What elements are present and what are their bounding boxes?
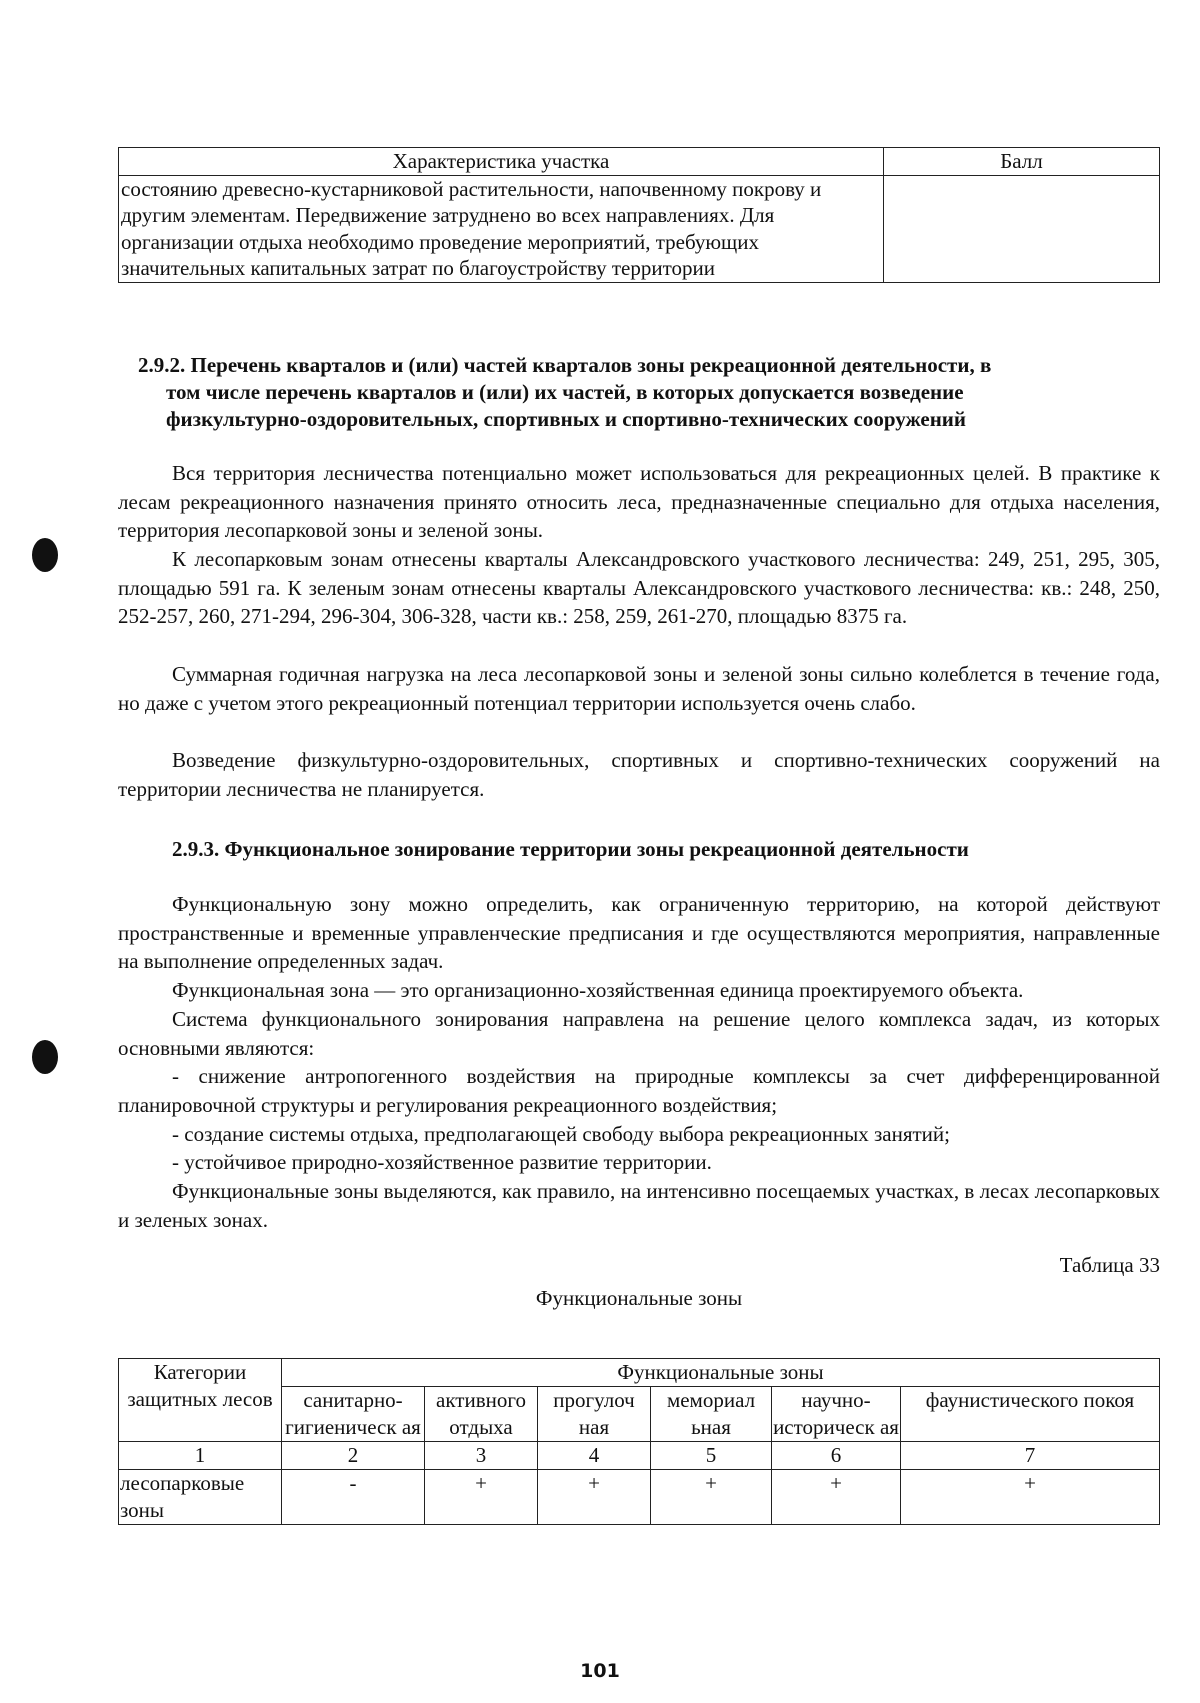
paragraph: Функциональные зоны выделяются, как правило, на интенсивно посещаемых участках, в лесах лесопарковых и зеленых зонах. — [118, 1179, 1160, 1232]
column-number: 3 — [425, 1442, 538, 1470]
table-title: Функциональные зоны — [535, 1286, 743, 1310]
header-zone-memorial: мемориал ьная — [651, 1387, 772, 1442]
characteristic-cell: состоянию древесно-кустарниковой растительности, напочвенному покрову и другим элементам. Передвижение затруднено во всех направлениях. Для организации отдыха необходимо проведение мероприятий, требующих значительных капитальных затрат по благоустройству территории — [119, 175, 884, 282]
section-292-heading — [138, 352, 1148, 433]
heading-line: 2.9.2. Перечень кварталов и (или) частей кварталов зоны рекреационной деятельности, в — [138, 353, 992, 377]
row-category: лесопарковые зоны — [119, 1470, 282, 1525]
heading-line: том числе перечень кварталов и (или) их частей, в которых допускается возведение — [166, 380, 964, 404]
header-zone-active: активного отдыха — [425, 1387, 538, 1442]
column-number: 6 — [772, 1442, 901, 1470]
header-zone-fauna: фаунистического покоя — [901, 1387, 1160, 1442]
section-293-heading: 2.9.3. Функциональное зонирование территории зоны рекреационной деятельности — [172, 837, 969, 861]
row-value: + — [538, 1470, 651, 1525]
header-category: Категории защитных лесов — [119, 1359, 282, 1442]
heading-line: физкультурно-оздоровительных, спортивных и спортивно-технических сооружений — [166, 407, 967, 431]
paragraph: Вся территория лесничества потенциально может использоваться для рекреационных целей. В практике к лесам рекреационного назначения принято относить леса, предназначенные специально для отдыха населения, территория лесопарковой зоны и зеленой зоны. — [118, 461, 1160, 542]
scan-blot-1 — [32, 538, 58, 572]
header-characteristic: Характеристика участка — [119, 148, 884, 176]
paragraph: Функциональную зону можно определить, как ограниченную территорию, на которой действуют пространственные и временные управленческие предписания и где осуществляются мероприятия, направленные на выполнение определенных задач. — [118, 892, 1160, 973]
header-score: Балл — [884, 148, 1160, 176]
paragraph: Возведение физкультурно-оздоровительных, спортивных и спортивно-технических сооружений на территории лесничества не планируется. — [118, 748, 1160, 801]
scan-blot-2 — [32, 1040, 58, 1074]
column-number: 2 — [282, 1442, 425, 1470]
header-zone-historical: научно-историческ ая — [772, 1387, 901, 1442]
functional-zones-table — [118, 1358, 1160, 1525]
header-zone-sanitary: санитарно-гигиеническ ая — [282, 1387, 425, 1442]
paragraph: Функциональная зона — это организационно-хозяйственная единица проектируемого объекта. — [172, 978, 1024, 1002]
list-item: - создание системы отдыха, предполагающей свободу выбора рекреационных занятий; — [172, 1122, 950, 1146]
paragraph: К лесопарковым зонам отнесены кварталы Александровского участкового лесничества: 249, 251, 295, 305, площадью 591 га. К зеленым зонам отнесены кварталы Александровского участкового лесничества: кв.: 248, 250, 252-257, 260, 271-294, 296-304, 306-328, части кв.: 258, 259, 261-270, площадью 8375 га. — [118, 547, 1160, 628]
list-item: - снижение антропогенного воздействия на природные комплексы за счет дифференцированной планировочной структуры и регулирования рекреационного воздействия; — [118, 1064, 1160, 1117]
row-value: + — [425, 1470, 538, 1525]
list-item: - устойчивое природно-хозяйственное развитие территории. — [172, 1150, 712, 1174]
paragraph: Суммарная годичная нагрузка на леса лесопарковой зоны и зеленой зоны сильно колеблется в течение года, но даже с учетом этого рекреационный потенциал территории используется очень слабо. — [118, 662, 1160, 715]
row-value: + — [772, 1470, 901, 1525]
score-cell — [884, 175, 1160, 282]
table-row — [119, 1470, 1160, 1525]
characteristics-table — [118, 147, 1160, 283]
paragraph: Система функционального зонирования направлена на решение целого комплекса задач, из которых основными являются: — [118, 1007, 1160, 1060]
table-number: Таблица 33 — [1059, 1253, 1160, 1277]
header-zone-walking: прогулоч ная — [538, 1387, 651, 1442]
column-number: 4 — [538, 1442, 651, 1470]
column-number: 7 — [901, 1442, 1160, 1470]
row-value: - — [282, 1470, 425, 1525]
column-number: 1 — [119, 1442, 282, 1470]
column-number: 5 — [651, 1442, 772, 1470]
row-value: + — [901, 1470, 1160, 1525]
header-group-zones: Функциональные зоны — [282, 1359, 1160, 1387]
page-number: 101 — [580, 1660, 620, 1682]
row-value: + — [651, 1470, 772, 1525]
